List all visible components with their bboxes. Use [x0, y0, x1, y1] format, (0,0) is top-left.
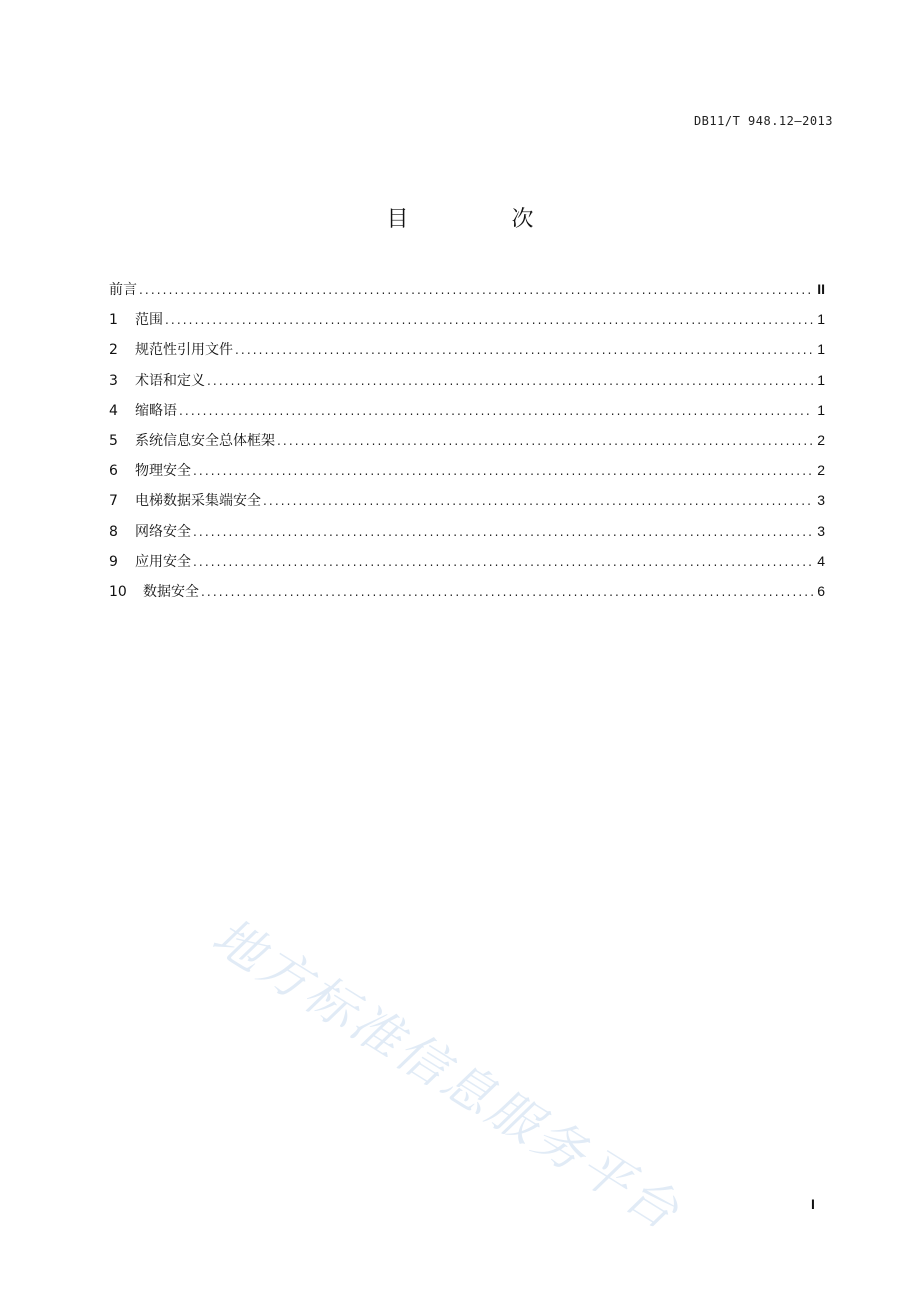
toc-entry-number: 8 [109, 523, 118, 540]
toc-entry-number: 6 [109, 463, 118, 480]
toc-leader-dots [201, 581, 813, 603]
toc-entry-label: 系统信息安全总体框架 [135, 432, 275, 449]
toc-leader-dots [193, 460, 813, 482]
table-of-contents [109, 278, 825, 610]
toc-entry-page: 2 [817, 462, 825, 479]
toc-entry-number: 9 [109, 553, 118, 570]
toc-entry-page: 3 [817, 492, 825, 509]
toc-leader-dots [263, 490, 813, 512]
toc-entry-2[interactable] [109, 338, 825, 368]
toc-leader-dots [207, 370, 813, 392]
toc-entry-number: 10 [109, 583, 127, 600]
toc-entry-label: 数据安全 [143, 583, 199, 600]
toc-entry-label: 规范性引用文件 [135, 342, 233, 359]
page-title: 目 次 [386, 207, 582, 232]
toc-entry-number: 4 [109, 402, 118, 419]
toc-entry-page: 1 [817, 341, 825, 358]
toc-entry-foreword[interactable] [109, 278, 825, 308]
document-code: DB11/T 948.12—2013 [693, 114, 833, 128]
toc-entry-page: 3 [817, 522, 825, 539]
toc-entry-label: 电梯数据采集端安全 [135, 493, 261, 510]
toc-entry-page: 2 [817, 431, 825, 448]
toc-entry-8[interactable] [109, 520, 825, 550]
toc-entry-label: 缩略语 [135, 402, 177, 419]
toc-leader-dots [193, 551, 813, 573]
toc-entry-page: II [817, 281, 825, 297]
toc-entry-page: 4 [817, 552, 825, 569]
toc-entry-10[interactable] [109, 580, 825, 610]
toc-entry-page: 1 [817, 371, 825, 388]
toc-entry-label: 物理安全 [135, 463, 191, 480]
toc-entry-label: 应用安全 [135, 553, 191, 570]
toc-entry-label: 前言 [109, 282, 137, 298]
toc-entry-label: 网络安全 [135, 523, 191, 540]
toc-entry-label: 范围 [135, 312, 163, 329]
toc-leader-dots [277, 430, 813, 452]
toc-entry-page: 1 [817, 401, 825, 418]
toc-entry-page: 1 [817, 311, 825, 328]
toc-entry-number: 3 [109, 372, 118, 389]
toc-entry-number: 2 [109, 342, 118, 359]
toc-leader-dots [165, 309, 813, 331]
watermark: 地方标准信息服务平台 [202, 906, 692, 1243]
page-number: I [811, 1196, 815, 1212]
toc-entry-label: 术语和定义 [135, 372, 205, 389]
toc-entry-6[interactable] [109, 459, 825, 489]
toc-entry-page: 6 [817, 582, 825, 599]
toc-entry-3[interactable] [109, 369, 825, 399]
toc-entry-number: 1 [109, 312, 118, 329]
toc-entry-4[interactable] [109, 399, 825, 429]
toc-leader-dots [235, 339, 813, 361]
toc-leader-dots [193, 521, 813, 543]
toc-entry-5[interactable] [109, 429, 825, 459]
toc-entry-number: 5 [109, 432, 118, 449]
toc-entry-number: 7 [109, 493, 118, 510]
toc-leader-dots [139, 279, 813, 301]
toc-entry-1[interactable] [109, 308, 825, 338]
toc-entry-9[interactable] [109, 550, 825, 580]
toc-leader-dots [179, 400, 813, 422]
toc-entry-7[interactable] [109, 489, 825, 519]
